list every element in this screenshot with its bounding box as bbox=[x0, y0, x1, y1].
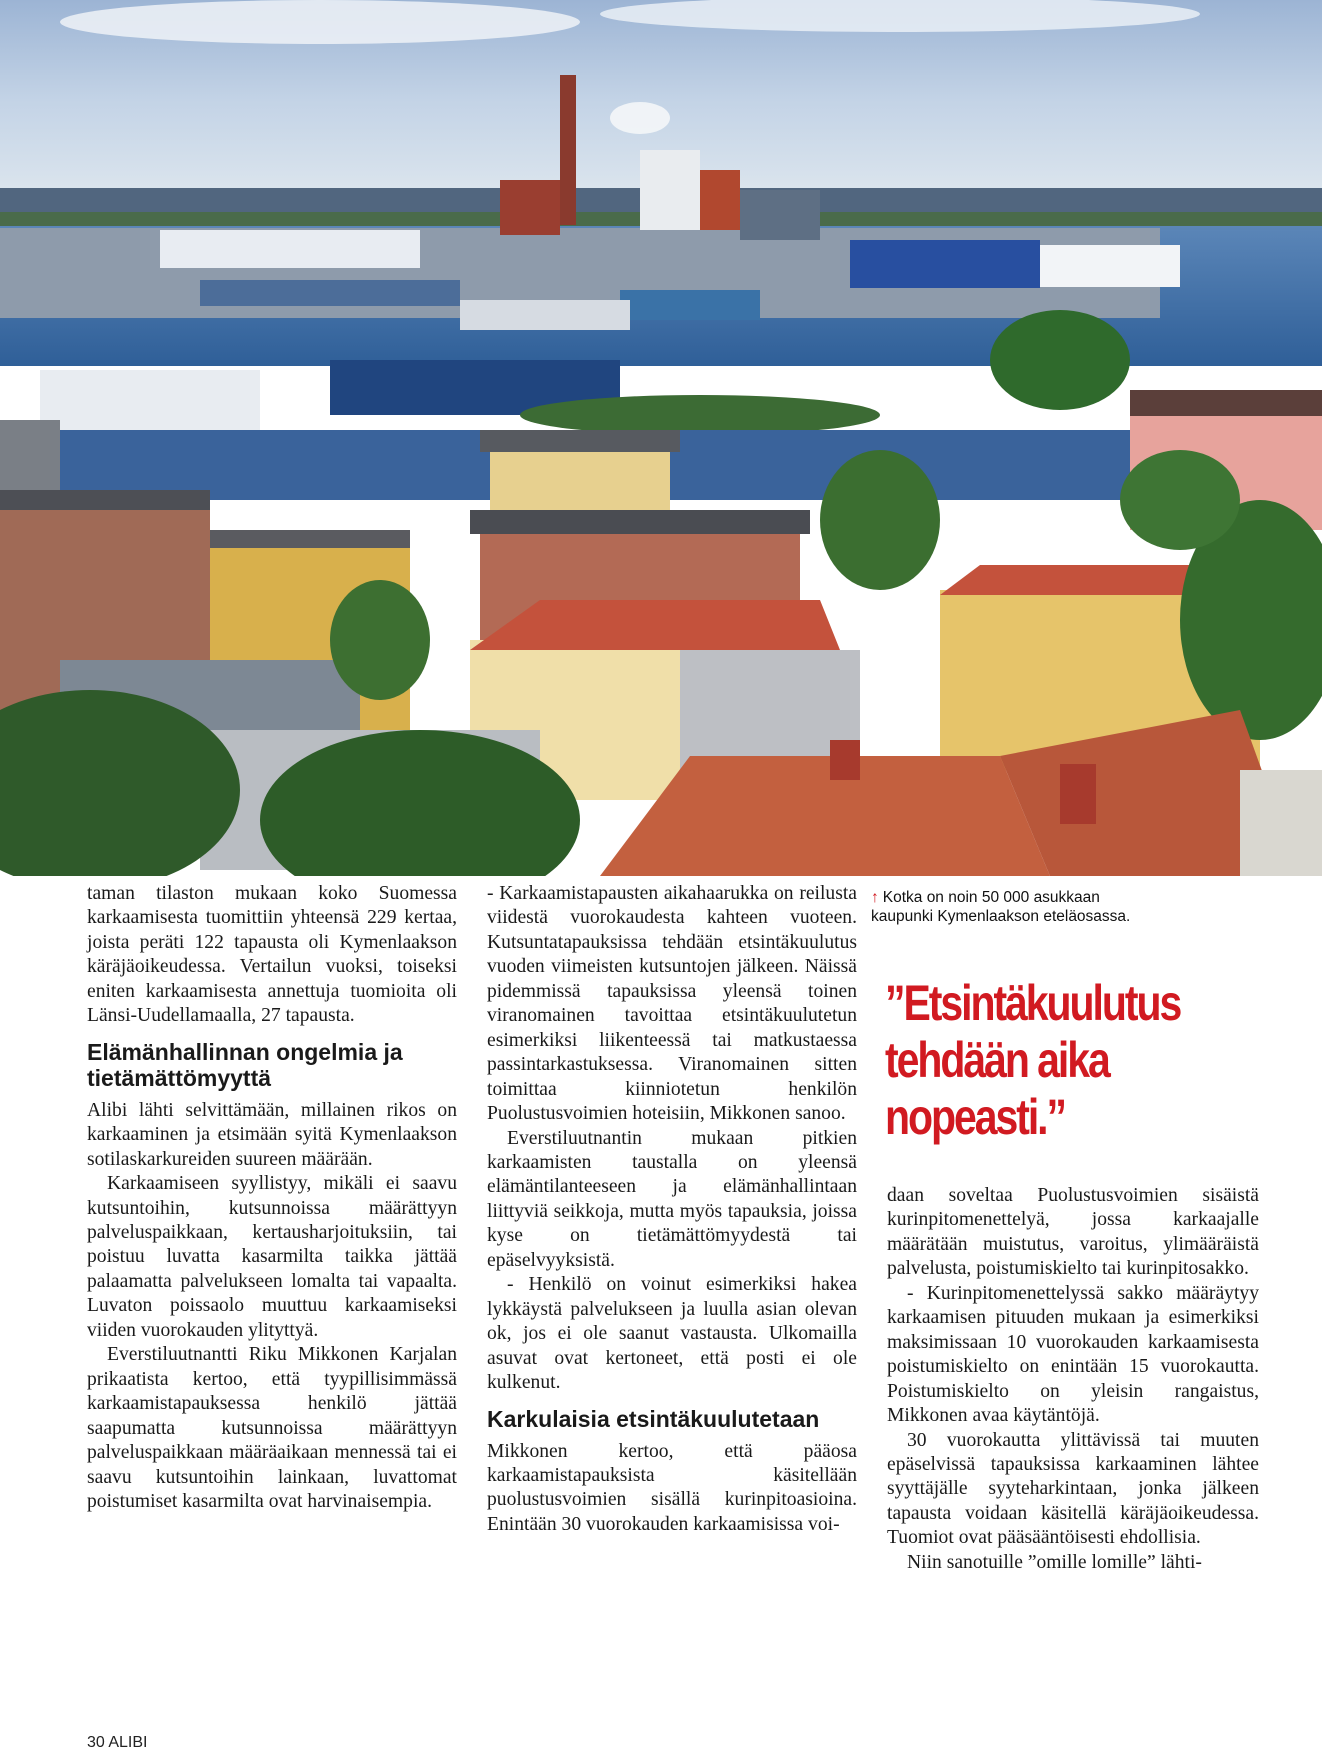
body-paragraph: Karkaamiseen syyllistyy, mikäli ei saavu kutsuntoihin, kutsunnoissa määrättyyn palveluspaikkaan, kertausharjoituksiin, tai poistuu luvatta kasarmilta taikka jättää palaamatta palvelukseen lomalta tai vapaalta. Luvaton poissaolo muuttuu karkaamiseksi viiden vuorokauden ylityttyä. bbox=[87, 1173, 457, 1341]
page-folio: 30 ALIBI bbox=[87, 1734, 148, 1751]
body-paragraph: - Kurinpitomenettelyssä sakko määräytyy karkaamisen pituuden mukaan ja esimerkiksi maksimissaan 10 vuorokauden karkaamisesta poistumiskielto on enintään 15 vuorokautta. Poistumiskielto on yleisin rangaistus, Mikkonen avaa käytäntöjä. bbox=[887, 1282, 1259, 1427]
article-column-1 bbox=[87, 882, 457, 1514]
subheading: Karkulaisia etsintäkuulutetaan bbox=[487, 1405, 820, 1432]
body-paragraph: Everstiluutnantti Riku Mikkonen Karjalan prikaatista kertoo, että tyypillisimmässä karkaamistapauksessa henkilö jättää saapumatta kutsunnoissa määrättyyn palveluspaikkaan määräaikaan mennessä tai ei saavu kutsuntoihin lainkaan, luvattomat poistumiset kasarmilta ovat harvinaisempia. bbox=[87, 1344, 457, 1512]
pull-quote: ”Etsintäkuulutus tehdään aika nopeasti.” bbox=[885, 975, 1181, 1145]
body-paragraph: 30 vuorokautta ylittävissä tai muuten epäselvissä tapauksissa karkaaminen lähtee syyttäjälle syyteharkintaan, jonka jälkeen tapausta voidaan käsitellä käräjäoikeudessa. Tuomiot ovat pääsääntöisesti ehdollisia. bbox=[887, 1429, 1259, 1549]
caption-text: Kotka on noin 50 000 asukkaan kaupunki Kymenlaakson eteläosassa. bbox=[871, 889, 1131, 925]
body-paragraph: - Karkaamistapausten aikahaarukka on reilusta viidestä vuorokaudesta kahteen vuoteen. Kutsuntatapauksissa tehdään etsintäkuulutus vuoden viimeisten kutsuntojen jälkeen. Näissä pidemmissä tapauksissa yleensä toinen viranomainen tavoittaa etsintäkuulutetun esimerkiksi liikenteessä tai matkustaessa passintarkastuksessa. Viranomainen sitten toimittaa kiinniotetun henkilön Puolustusvoimien hoteisiin, Mikkonen sanoo. bbox=[487, 883, 857, 1125]
body-paragraph: taman tilaston mukaan koko Suomessa karkaamisesta tuomittiin yhteensä 229 kertaa, joista peräti 122 tapausta oli Kymenlaakson käräjäoikeudessa. Vertailun vuoksi, toiseksi eniten karkaamisesta annettuja tuomioita oli Länsi-Uudellamaalla, 27 tapausta. bbox=[87, 883, 457, 1027]
body-paragraph: Niin sanotuille ”omille lomille” lähti- bbox=[907, 1551, 1202, 1573]
body-paragraph: Mikkonen kertoo, että pääosa karkaamistapauksista käsitellään puolustusvoimien sisällä kurinpitoasioina. Enintään 30 vuorokauden karkaamisissa voi- bbox=[487, 1440, 857, 1535]
photo-illustration bbox=[0, 0, 1322, 876]
article-column-3 bbox=[887, 1184, 1259, 1575]
body-paragraph: - Henkilö on voinut esimerkiksi hakea lykkäystä palvelukseen ja luulla asian olevan ok, jos ei ole saanut vastausta. Ulkomailla asuvat ovat kertoneet, että posti ei ole kulkenut. bbox=[487, 1274, 857, 1394]
harbor-city-photo bbox=[0, 0, 1322, 876]
subheading: Elämänhallinnan ongelmia ja tietämättömyyttä bbox=[87, 1038, 403, 1091]
arrow-up-icon: ↑ bbox=[871, 889, 879, 906]
article-column-2 bbox=[487, 882, 857, 1537]
body-paragraph: Everstiluutnantin mukaan pitkien karkaamisten taustalla on yleensä elämäntilanteeseen ja elämänhallintaan liittyviä seikkoja, mutta myös tapauksia, joissa kyse on tietämättömyydestä tai epäselvyyksistä. bbox=[487, 1127, 857, 1271]
body-paragraph: daan soveltaa Puolustusvoimien sisäistä kurinpitomenettelyä, jossa karkaajalle määrätään muistutus, varoitus, ylimääräistä palvelusta, poistumiskielto tai kurinpitosakko. bbox=[887, 1185, 1259, 1280]
photo-caption bbox=[871, 888, 1131, 926]
body-paragraph: Alibi lähti selvittämään, millainen rikos on karkaaminen ja etsimään syitä Kymenlaakson sotilaskarkureiden suureen määrään. bbox=[87, 1099, 457, 1170]
